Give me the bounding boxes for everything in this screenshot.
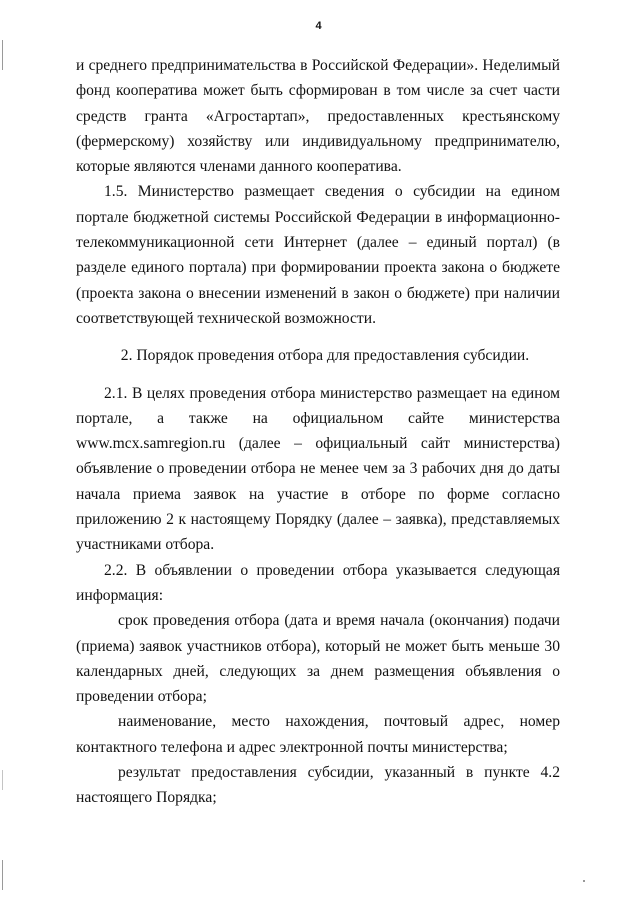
paragraph-1-5: 1.5. Министерство размещает сведения о субсидии на едином портале бюджетной системы Российской Федерации в информационно-телекоммуникационной сети Интернет (далее – единый портал) (в разделе единого портала) при формировании проекта закона о бюджете (проекта закона о внесении изменений в закон о бюджете) при наличии соответствующей технической возможности.	[76, 183, 560, 327]
page-number: 4	[315, 20, 322, 32]
scan-edge-mark	[2, 40, 3, 70]
list-item-result: результат предоставления субсидии, указанный в пункте 4.2 настоящего Порядка;	[76, 764, 560, 807]
list-item-term: срок проведения отбора (дата и время начала (окончания) подачи (приема) заявок участников отбора), который не может быть меньше 30 календарных дней, следующих за днем размещения объявления о проведении отбора;	[76, 612, 560, 706]
paragraph-2-1: 2.1. В целях проведения отбора министерство размещает на едином портале, а также на официальном сайте министерства www.mcx.samregion.ru (далее – официальный сайт министерства) объявление о проведении отбора не менее чем за 3 рабочих дня до даты начала приема заявок на участие в отборе по форме согласно приложению 2 к настоящему Порядку (далее – заявка), представляемых участниками отбора.	[76, 384, 560, 554]
scan-edge-mark	[2, 860, 3, 890]
paragraph-2-2: 2.2. В объявлении о проведении отбора указывается следующая информация:	[76, 561, 560, 604]
document-body	[76, 53, 560, 811]
scan-speck	[583, 880, 585, 882]
scan-edge-mark	[2, 770, 3, 790]
paragraph-continuation: и среднего предпринимательства в Российской Федерации». Неделимый фонд кооператива может быть сформирован в том числе за счет части средств гранта «Агростартап», предоставленных крестьянскому (фермерскому) хозяйству или индивидуальному предпринимателю, которые являются членами данного кооператива.	[76, 57, 560, 176]
list-item-contacts: наименование, место нахождения, почтовый адрес, номер контактного телефона и адрес электронной почты министерства;	[76, 713, 560, 756]
section-heading-2: 2. Порядок проведения отбора для предоставления субсидии.	[120, 347, 530, 365]
